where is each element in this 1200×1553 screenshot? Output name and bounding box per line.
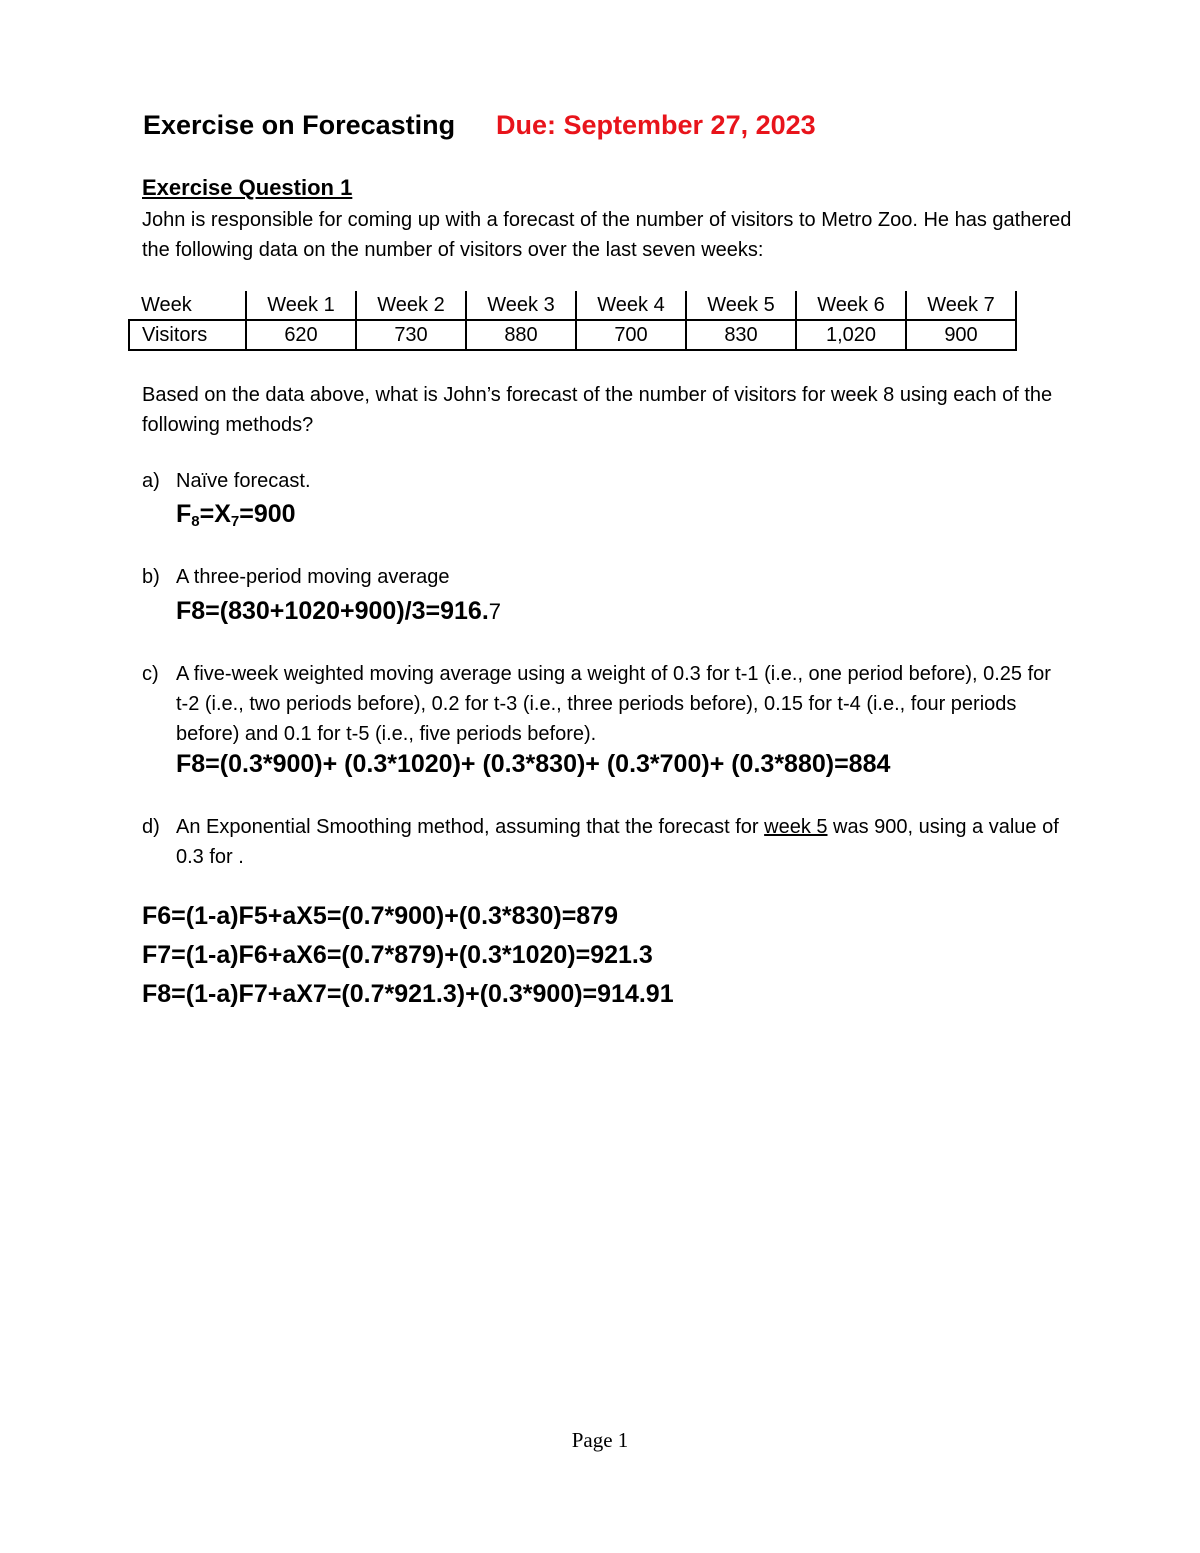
exp-smoothing-line-3: F8=(1-a)F7+aX7=(0.7*921.3)+(0.3*900)=914.91 <box>142 980 674 1008</box>
table-cell: 830 <box>686 320 796 350</box>
question-prompt: Based on the data above, what is John’s forecast of the number of visitors for week 8 using each of the following methods? <box>142 384 1053 436</box>
table-cell: 730 <box>356 320 466 350</box>
exp-smoothing-line-1: F6=(1-a)F5+aX5=(0.7*900)+(0.3*830)=879 <box>142 902 619 930</box>
part-b-text: A three-period moving average <box>176 566 450 588</box>
answer-text: =X <box>199 500 231 528</box>
table-cell: 1,020 <box>796 320 906 350</box>
table-cell: Visitors <box>129 320 246 350</box>
underlined-text: week 5 <box>764 816 828 838</box>
due-date: Due: September 27, 2023 <box>496 110 816 140</box>
title-row <box>143 110 816 141</box>
part-d-text <box>176 812 1066 872</box>
part-c-text: A five-week weighted moving average using a weight of 0.3 for t-1 (i.e., one period before), 0.25 for t-2 (i.e., two periods before), 0.2 for t-3 (i.e., three periods before), 0.15 for t-4 (i.e., four periods before) and 0.1 for t-5 (i.e., five periods before). <box>176 663 1051 745</box>
subscript: 7 <box>230 513 240 530</box>
answer-text: 7 <box>488 599 502 624</box>
table-row <box>129 320 1016 350</box>
table-cell: 880 <box>466 320 576 350</box>
table-header-row <box>129 291 1016 320</box>
page-number: Page 1 <box>571 1428 629 1452</box>
question-intro: John is responsible for coming up with a forecast of the number of visitors to Metro Zoo. He has gathered the following data on the number of visitors over the last seven weeks: <box>142 209 1072 261</box>
table-cell: Week <box>129 291 246 320</box>
text-run: was 900, using a value of 0.3 for . <box>176 816 1059 868</box>
question-heading: Exercise Question 1 <box>142 175 353 200</box>
text-run: An Exponential Smoothing method, assuming that the forecast for <box>176 816 765 838</box>
table-cell: Week 6 <box>796 291 906 320</box>
part-c-answer: F8=(0.3*900)+ (0.3*1020)+ (0.3*830)+ (0.3*700)+ (0.3*880)=884 <box>176 750 891 778</box>
table-cell: Week 1 <box>246 291 356 320</box>
part-d-letter: d) <box>142 816 160 838</box>
subscript: 8 <box>191 513 200 530</box>
part-c-letter: c) <box>142 663 159 685</box>
exp-smoothing-line-2: F7=(1-a)F6+aX6=(0.7*879)+(0.3*1020)=921.3 <box>142 941 653 969</box>
table-cell: Week 5 <box>686 291 796 320</box>
table-cell: Week 3 <box>466 291 576 320</box>
document-title: Exercise on Forecasting <box>143 110 456 140</box>
answer-text: F8=(830+1020+900)/3=916. <box>176 597 489 625</box>
part-b-answer <box>176 597 501 626</box>
visitors-table <box>128 291 1017 351</box>
table-cell: 900 <box>906 320 1016 350</box>
table-cell: 620 <box>246 320 356 350</box>
part-b-letter: b) <box>142 566 160 588</box>
part-a-answer <box>176 500 296 530</box>
table-cell: Week 4 <box>576 291 686 320</box>
answer-text: F <box>176 500 192 528</box>
answer-text: =900 <box>239 500 296 528</box>
part-a-text: Naïve forecast. <box>176 470 311 492</box>
table-cell: 700 <box>576 320 686 350</box>
part-a-letter: a) <box>142 470 160 492</box>
table-cell: Week 2 <box>356 291 466 320</box>
table-cell: Week 7 <box>906 291 1016 320</box>
